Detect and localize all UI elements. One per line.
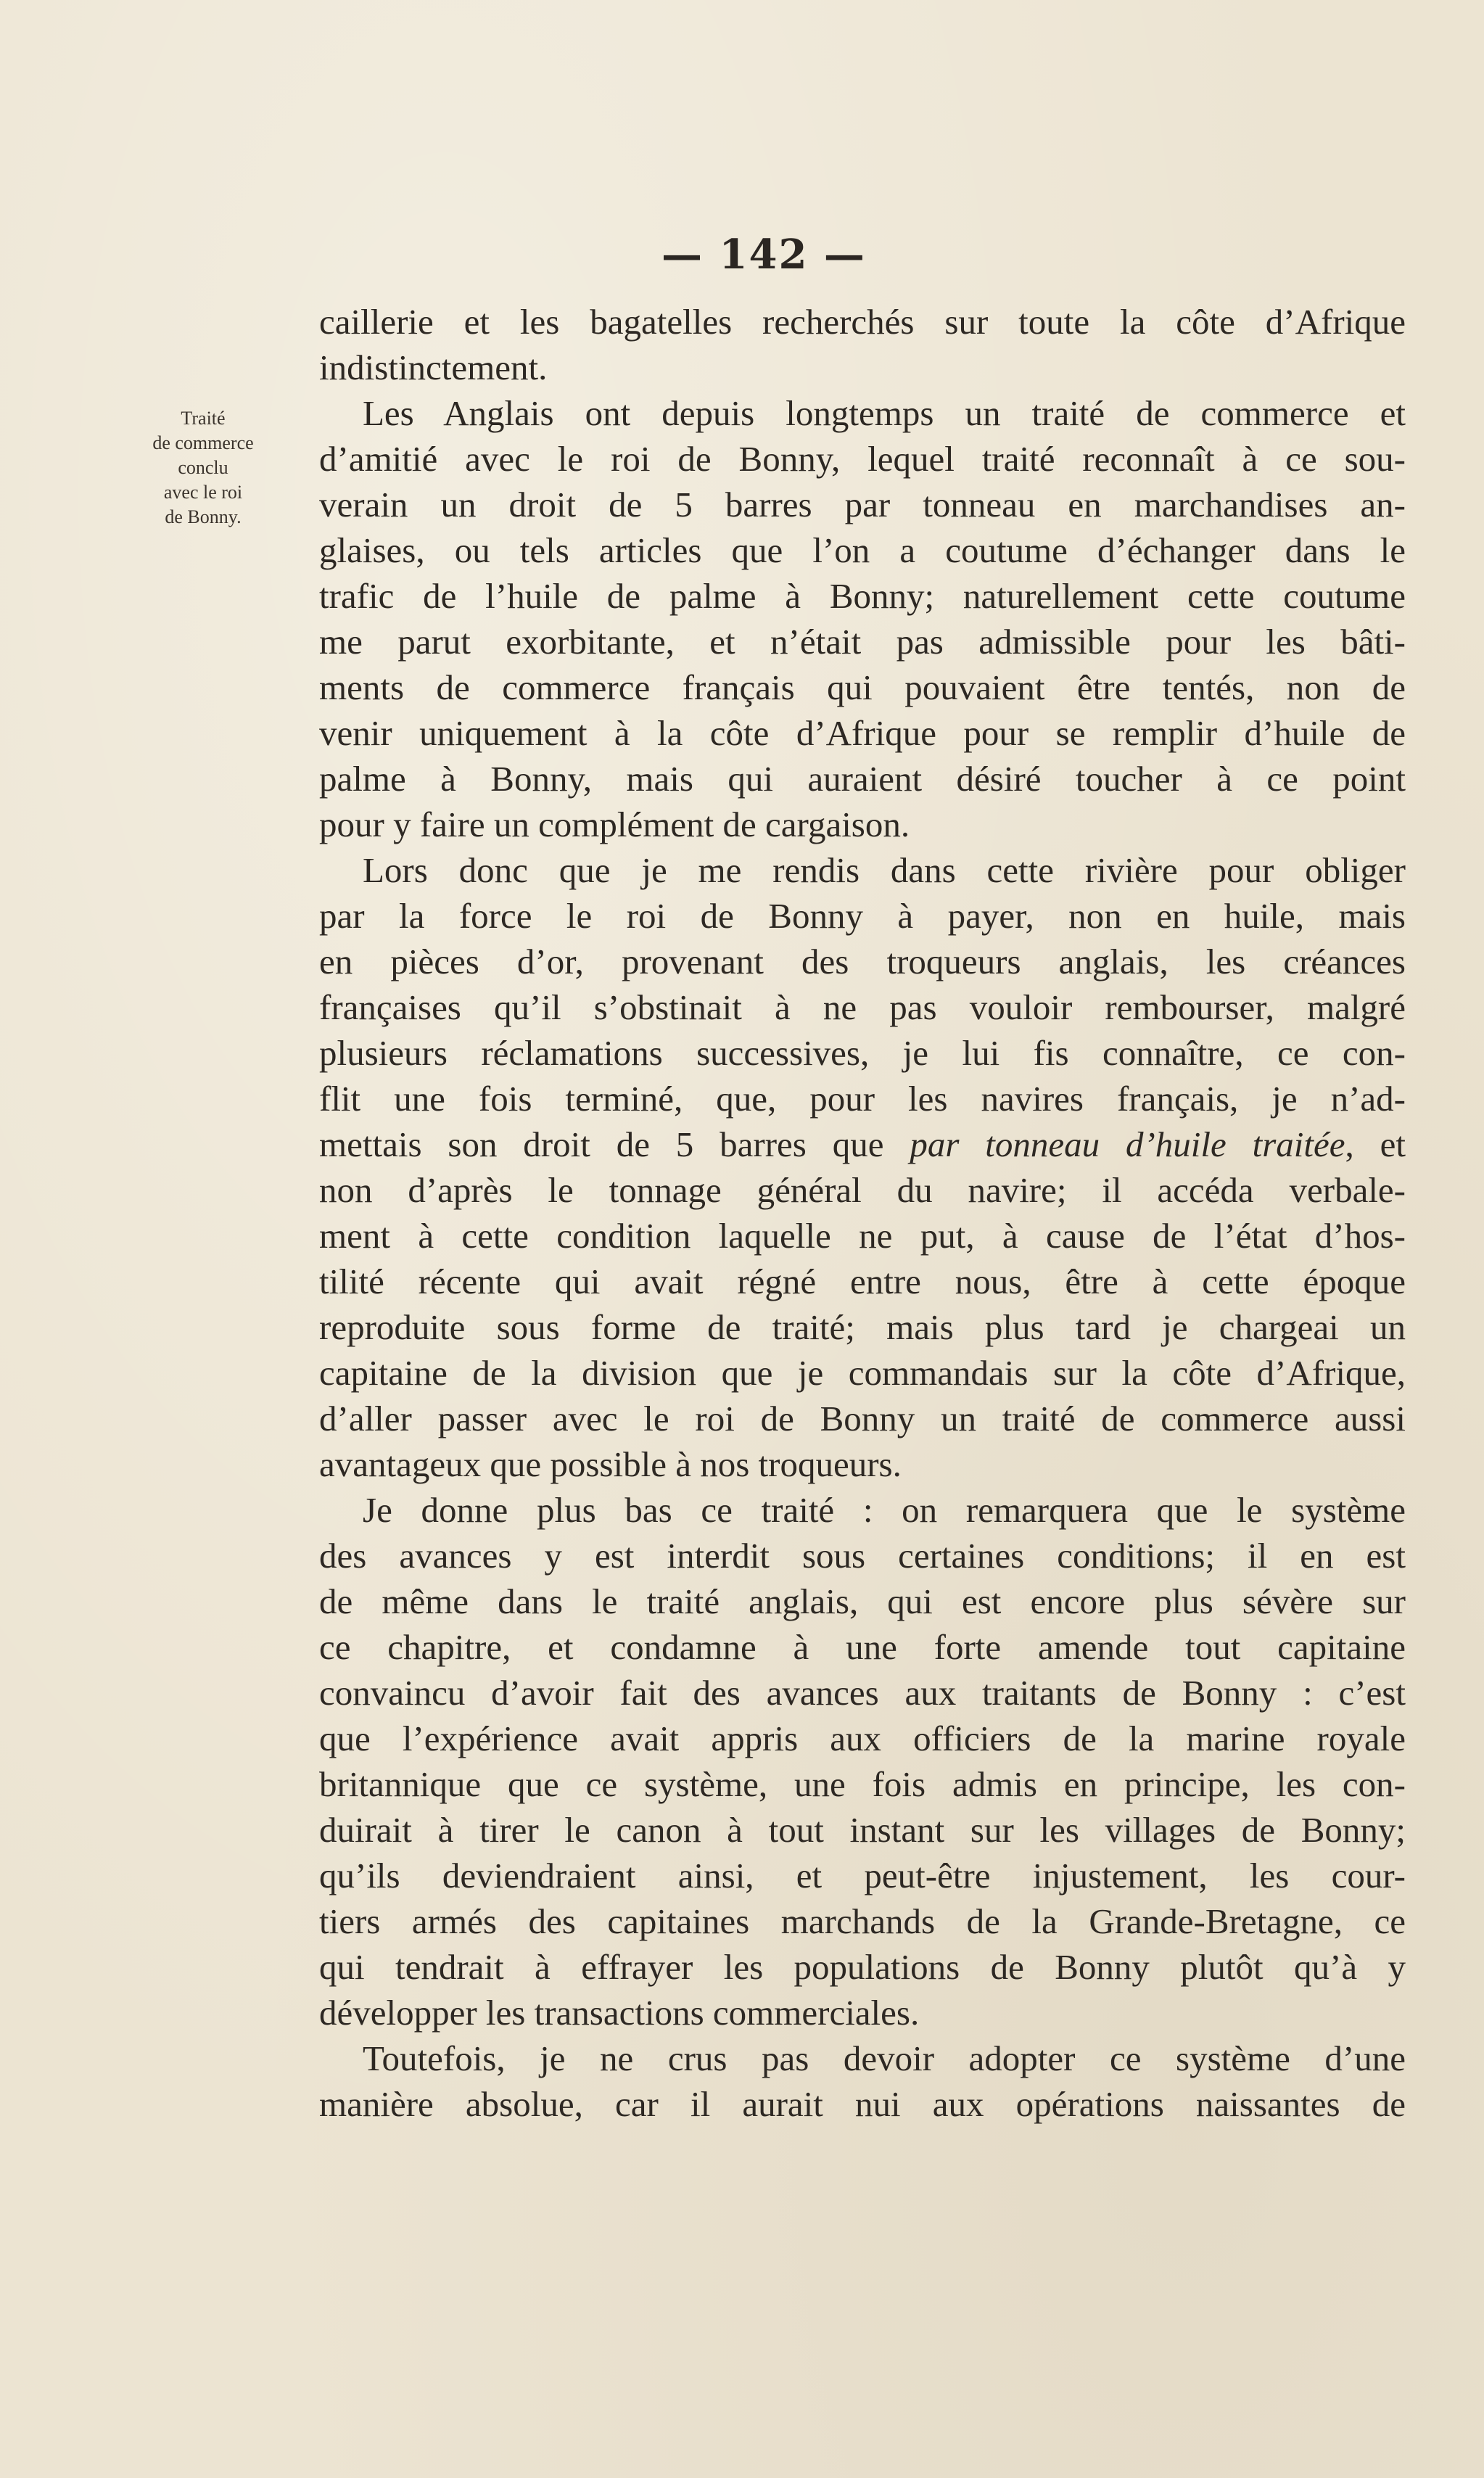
text-line: flit une fois terminé, que, pour les navires français, je n’ad- (319, 1079, 1406, 1119)
text-line: que l’expérience avait appris aux officiers de la marine royale (319, 1718, 1406, 1758)
text-line: par la force le roi de Bonny à payer, non en huile, mais (319, 896, 1406, 936)
text-line: manière absolue, car il aurait nui aux opérations naissantes de (319, 2084, 1406, 2124)
text-line: Les Anglais ont depuis longtemps un traité de commerce et (363, 393, 1406, 433)
text-line: trafic de l’huile de palme à Bonny; naturellement cette coutume (319, 576, 1406, 616)
text-line: d’aller passer avec le roi de Bonny un traité de commerce aussi (319, 1399, 1406, 1438)
text-line: capitaine de la division que je commandais sur la côte d’Afrique, (319, 1353, 1406, 1393)
emphasis: par tonneau d’huile traitée (910, 1124, 1345, 1164)
text-line: tilité récente qui avait régné entre nous, être à cette époque (319, 1261, 1406, 1301)
text-line: glaises, ou tels articles que l’on a coutume d’échanger dans le (319, 530, 1406, 570)
text-line: en pièces d’or, provenant des troqueurs anglais, les créances (319, 942, 1406, 981)
text-line: françaises qu’il s’obstinait à ne pas vouloir rembourser, malgré (319, 987, 1406, 1027)
text-line: mettais son droit de 5 barres que par tonneau d’huile traitée, et (319, 1124, 1406, 1164)
text-line: Je donne plus bas ce traité : on remarquera que le système (363, 1490, 1406, 1530)
text-line: de même dans le traité anglais, qui est encore plus sévère sur (319, 1581, 1406, 1621)
text-line: palme à Bonny, mais qui auraient désiré toucher à ce point (319, 759, 1406, 799)
text-line: développer les transactions commerciales. (319, 1993, 920, 2033)
text-line: qui tendrait à effrayer les populations de Bonny plutôt qu’à y (319, 1947, 1406, 1987)
margin-note-line: conclu (178, 457, 228, 478)
text-line: duirait à tirer le canon à tout instant sur les villages de Bonny; (319, 1810, 1406, 1850)
text-line: verain un droit de 5 barres par tonneau en marchandises an- (319, 485, 1406, 524)
text-line: britannique que ce système, une fois admis en principe, les con- (319, 1764, 1406, 1804)
margin-note-line: de commerce (152, 432, 254, 453)
text-line: indistinctement. (319, 347, 548, 387)
text-line: venir uniquement à la côte d’Afrique pour se remplir d’huile de (319, 713, 1406, 753)
text-line: ment à cette condition laquelle ne put, à cause de l’état d’hos- (319, 1216, 1406, 1256)
text-line: me parut exorbitante, et n’était pas admissible pour les bâti- (319, 622, 1406, 662)
text-line: convaincu d’avoir fait des avances aux traitants de Bonny : c’est (319, 1673, 1406, 1713)
text-line: Toutefois, je ne crus pas devoir adopter ce système d’une (363, 2038, 1406, 2078)
text-line: ments de commerce français qui pouvaient être tentés, non de (319, 667, 1406, 707)
margin-note (109, 406, 297, 530)
text-line: avantageux que possible à nos troqueurs. (319, 1444, 902, 1484)
page-number: — 142 — (661, 231, 866, 279)
text-line: des avances y est interdit sous certaines conditions; il en est (319, 1536, 1406, 1576)
text-line: tiers armés des capitaines marchands de la Grande-Bretagne, ce (319, 1901, 1406, 1941)
text-line: d’amitié avec le roi de Bonny, lequel traité reconnaît à ce sou- (319, 439, 1406, 479)
margin-note-line: avec le roi (163, 482, 243, 503)
text-line: Lors donc que je me rendis dans cette rivière pour obliger (363, 850, 1406, 890)
margin-note-line: Traité (181, 408, 226, 429)
text-line: pour y faire un complément de cargaison. (319, 804, 910, 844)
text-line: non d’après le tonnage général du navire; il accéda verbale- (319, 1170, 1406, 1210)
text-line: qu’ils deviendraient ainsi, et peut-être injustement, les cour- (319, 1856, 1406, 1895)
text-line: reproduite sous forme de traité; mais plus tard je chargeai un (319, 1307, 1406, 1347)
text-line: caillerie et les bagatelles recherchés sur toute la côte d’Afrique (319, 302, 1406, 342)
text-line: ce chapitre, et condamne à une forte amende tout capitaine (319, 1627, 1406, 1667)
body-text (319, 299, 1406, 2127)
margin-note-line: de Bonny. (165, 506, 242, 527)
text-line: plusieurs réclamations successives, je lui fis connaître, ce con- (319, 1033, 1406, 1073)
